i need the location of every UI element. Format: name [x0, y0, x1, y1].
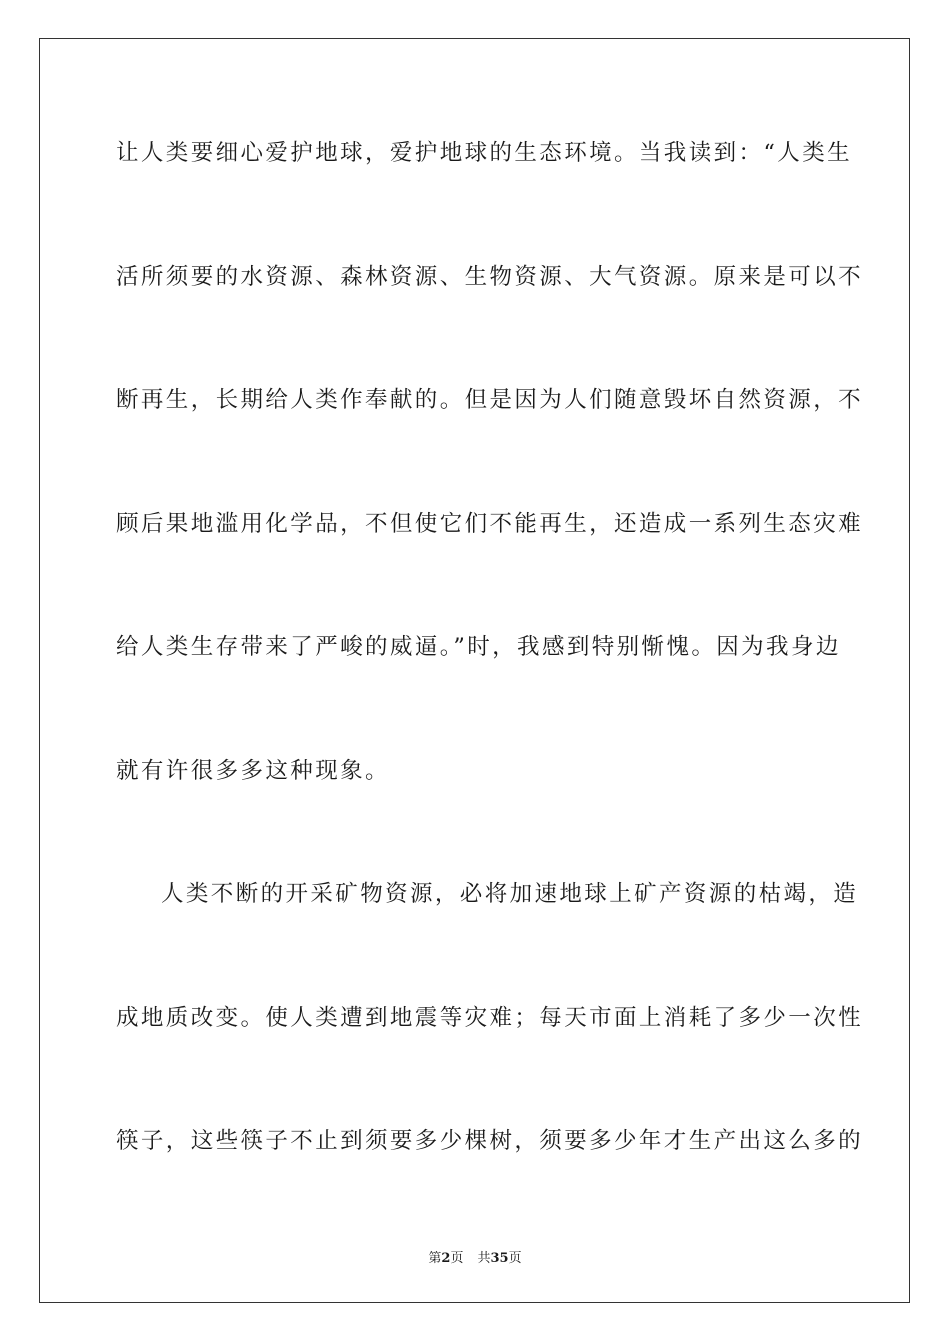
text-line: 活所须要的水资源、森林资源、生物资源、大气资源。原来是可以不 — [116, 263, 864, 290]
total-suffix: 页 — [508, 1251, 522, 1266]
page-suffix: 页 — [450, 1251, 464, 1266]
text-line: 成地质改变。使人类遭到地震等灾难；每天市面上消耗了多少一次性 — [116, 1004, 864, 1031]
text-line: 给人类生存带来了严峻的威逼。”时，我感到特别惭愧。因为我身边 — [116, 634, 841, 660]
text-line: 让人类要细心爱护地球，爱护地球的生态环境。当我读到：“人类生 — [116, 140, 853, 166]
page-prefix: 第 — [428, 1251, 442, 1266]
document-body — [116, 127, 864, 1239]
paragraph-first-line: 人类不断的开采矿物资源，必将加速地球上矿产资源的枯竭，造 — [161, 881, 859, 907]
text-line: 筷子，这些筷子不止到须要多少棵树，须要多少年才生产出这么多的 — [116, 1128, 864, 1154]
text-line: 顾后果地滥用化学品，不但使它们不能再生，还造成一系列生态灾难 — [116, 510, 864, 537]
page-number: 2 — [441, 1251, 451, 1266]
total-pages: 35 — [490, 1251, 509, 1266]
page-footer — [0, 1247, 950, 1266]
text-line: 断再生，长期给人类作奉献的。但是因为人们随意毁坏自然资源，不 — [116, 387, 864, 413]
text-line: 就有许很多多这种现象。 — [116, 757, 390, 784]
total-prefix: 共 — [477, 1251, 491, 1266]
